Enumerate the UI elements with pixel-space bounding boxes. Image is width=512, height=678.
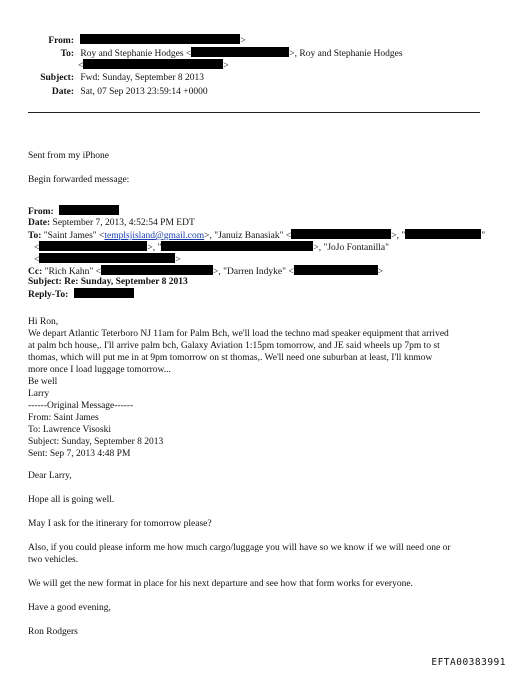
redaction-block bbox=[294, 265, 378, 275]
gt-mark: > bbox=[240, 36, 246, 46]
redaction-block bbox=[59, 205, 119, 215]
fwd-subject-value: Re: Sunday, September 8 2013 bbox=[64, 277, 188, 287]
fwd-date-value: September 7, 2013, 4:52:54 PM EDT bbox=[52, 218, 195, 228]
fwd-subject-label: Subject: bbox=[28, 277, 62, 287]
redaction-block bbox=[405, 229, 481, 239]
fwd-cc-pre: "Rich Kahn" < bbox=[44, 267, 102, 277]
also-line-2: two vehicles. bbox=[28, 555, 79, 565]
fwd-cc-label: Cc: bbox=[28, 267, 43, 277]
gt-mark: > bbox=[175, 255, 181, 265]
body-line: thomas, which will put me in at 9pm tomorrow on st thomas,. We'll need one suburban at least, I'll knmow bbox=[28, 353, 433, 363]
lt-mark: < bbox=[34, 243, 40, 253]
hope-line: Hope all is going well. bbox=[28, 495, 115, 505]
outer-from-label: From: bbox=[48, 36, 74, 46]
redaction-block bbox=[39, 241, 147, 251]
redaction-block bbox=[74, 288, 134, 298]
document-id: EFTA00383991 bbox=[431, 657, 506, 668]
outer-subject-row bbox=[28, 72, 204, 84]
fwd-to-label: To: bbox=[28, 231, 42, 241]
outer-to-name: Roy and Stephanie Hodges < bbox=[80, 49, 192, 59]
redaction-block bbox=[161, 241, 313, 251]
outer-to-row-2 bbox=[78, 59, 229, 72]
original-subject: Subject: Sunday, September 8 2013 bbox=[28, 437, 164, 447]
also-line-1: Also, if you could please inform me how much cargo/luggage you will have so we know if we will need one or bbox=[28, 543, 451, 553]
comma-quote: >, " bbox=[147, 243, 162, 253]
outer-date-value: Sat, 07 Sep 2013 23:59:14 +0000 bbox=[80, 87, 208, 97]
have-line: Have a good evening, bbox=[28, 603, 111, 613]
redaction-block bbox=[39, 253, 175, 263]
redaction-block bbox=[101, 265, 213, 275]
outer-date-row bbox=[28, 86, 208, 98]
original-to: To: Lawrence Visoski bbox=[28, 425, 112, 435]
body-line: Hi Ron, bbox=[28, 317, 59, 327]
fwd-replyto-label: Reply-To: bbox=[28, 290, 69, 300]
redaction-block bbox=[191, 47, 289, 57]
fwd-subject-row bbox=[28, 276, 188, 288]
body-line: at palm bch house,. I'll arrive palm bch, Galaxy Aviation 1:15pm tomorrow, and JE said wheels up 7pm to st bbox=[28, 341, 440, 351]
fwd-to-mid: >, "Januiz Banasiak" < bbox=[204, 231, 292, 241]
dear-line: Dear Larry, bbox=[28, 471, 72, 481]
outer-from-row bbox=[28, 34, 246, 47]
jojo-name: >, "JoJo Fontanilla" bbox=[313, 243, 390, 253]
outer-to-tail: >, Roy and Stephanie Hodges bbox=[289, 49, 403, 59]
comma-quote: >, " bbox=[391, 231, 406, 241]
original-from: From: Saint James bbox=[28, 413, 99, 423]
fwd-from-label: From: bbox=[28, 207, 54, 217]
begin-forwarded-line: Begin forwarded message: bbox=[28, 175, 130, 185]
body-line: Be well bbox=[28, 377, 58, 387]
email-link[interactable]: templsjisland@gmail.com bbox=[104, 231, 205, 241]
redaction-block bbox=[83, 59, 223, 69]
we-will-line: We will get the new format in place for his next departure and see how that form works for everyone. bbox=[28, 579, 413, 589]
fwd-date-row bbox=[28, 217, 195, 229]
original-sent: Sent: Sep 7, 2013 4:48 PM bbox=[28, 449, 131, 459]
header-divider bbox=[28, 112, 480, 113]
fwd-replyto-row bbox=[28, 288, 134, 301]
quote-mark: " bbox=[481, 231, 486, 241]
lt-mark: < bbox=[78, 61, 84, 71]
redaction-block bbox=[291, 229, 391, 239]
may-line: May I ask for the itinerary for tomorrow please? bbox=[28, 519, 212, 529]
lt-mark: < bbox=[34, 255, 40, 265]
outer-subject-label: Subject: bbox=[40, 73, 74, 83]
outer-to-label: To: bbox=[60, 49, 74, 59]
outer-date-label: Date: bbox=[51, 87, 74, 97]
gt-mark: > bbox=[377, 267, 384, 277]
gt-mark: > bbox=[223, 61, 229, 71]
redaction-block bbox=[80, 34, 240, 44]
original-message-divider: ------Original Message------ bbox=[28, 401, 134, 411]
fwd-date-label: Date: bbox=[28, 218, 51, 228]
body-line: We depart Atlantic Teterboro NJ 11am for Palm Bch, we'll load the techno mad speaker equipment that arrived bbox=[28, 329, 449, 339]
signature: Ron Rodgers bbox=[28, 627, 78, 637]
body-line: more once I load luggage tomorrow... bbox=[28, 365, 171, 375]
body-line: Larry bbox=[28, 389, 50, 399]
sent-from-line: Sent from my iPhone bbox=[28, 151, 110, 161]
outer-subject-value: Fwd: Sunday, September 8 2013 bbox=[80, 73, 205, 83]
fwd-cc-mid: >, "Darren Indyke" < bbox=[213, 267, 294, 277]
fwd-to-pre: "Saint James" < bbox=[43, 231, 105, 241]
